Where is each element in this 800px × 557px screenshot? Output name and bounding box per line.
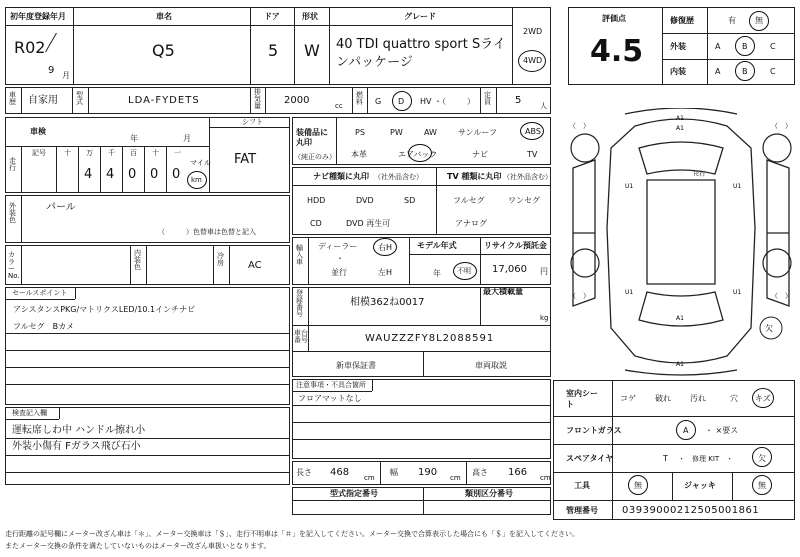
spare-t: T: [663, 454, 668, 463]
inspection-label: 車検: [30, 127, 46, 136]
equip-ps: PS: [355, 128, 365, 137]
recycle-unit: 円: [540, 267, 548, 276]
ac-label: 冷房: [217, 252, 224, 267]
color-no-label: カラーNo.: [8, 251, 20, 280]
vehicle-type: LDA-FYDETS: [128, 95, 200, 106]
disp-label: 排気量: [254, 88, 261, 110]
tv-sublabel: （社外品含む）: [503, 173, 552, 181]
navi-cd: CD: [310, 219, 322, 228]
navi-dvd-play: DVD 再生可: [346, 219, 391, 228]
usage-label: 車歴: [9, 91, 16, 106]
digit-divider: [56, 146, 57, 193]
glass-x: ・ ×要ス: [705, 426, 739, 435]
usage: 自家用: [28, 95, 58, 106]
repair-yes: 有: [728, 16, 736, 25]
jack-none: 無: [758, 481, 766, 490]
grade-line2: ンパッケージ: [336, 55, 413, 70]
repair-label: 修復歴: [670, 16, 694, 25]
digit-place-label: 十: [152, 149, 159, 157]
equipment-label: 装備品に丸印: [296, 128, 328, 148]
jack-label: ジャッキ: [684, 481, 716, 490]
exterior-b: B: [742, 42, 748, 51]
height-unit: cm: [540, 474, 551, 482]
repair-no: 無: [755, 16, 763, 25]
mile-label: マイル: [190, 159, 211, 167]
mark-u1-right-front: U1: [733, 183, 742, 190]
doors: 5: [268, 41, 279, 60]
chassis: WAUZZZFY8L2088591: [365, 333, 495, 344]
roof-outline: [647, 180, 715, 284]
fuel-hv: HV ・（: [420, 97, 447, 106]
height: 166: [508, 467, 528, 478]
inspector-label: 検査記入欄: [12, 409, 47, 417]
fuel-close: ）: [467, 97, 475, 106]
recycle: 17,060: [492, 264, 527, 275]
bracket-rr: （ ）: [771, 292, 792, 300]
ac: AC: [248, 260, 262, 271]
capacity-label: 定員: [484, 91, 491, 106]
mark-u1-left-rear: U1: [625, 289, 634, 296]
mark-u1-right-rear: U1: [733, 289, 742, 296]
bracket-fl: （ ）: [569, 122, 590, 130]
navi-sd: SD: [404, 196, 416, 205]
equip-sunroof: サンルーフ: [458, 128, 497, 137]
new-car-warranty: 新車保証書: [336, 361, 376, 370]
bracket-fr: （ ）: [771, 122, 792, 130]
interior-b: B: [742, 67, 748, 76]
fuel-g: G: [375, 97, 382, 106]
interior-label: 内装: [670, 67, 686, 76]
shift: FAT: [234, 152, 257, 167]
chassis-label: 車台番号: [294, 329, 308, 344]
tv-analog: アナログ: [455, 219, 487, 228]
equipment-sublabel: （純正のみ）: [294, 153, 336, 161]
digit-place-label: 万: [86, 149, 93, 157]
color-change-note: （ ）色替車は色替と記入: [158, 228, 256, 236]
inspector-line2: 外装小傷有 Fガラス飛び石小: [12, 441, 141, 452]
mark-a1-top: A1: [676, 115, 684, 122]
mark-a1-rear: A1: [676, 315, 684, 322]
digit-divider: [122, 146, 123, 193]
model-label: 車名: [156, 12, 172, 21]
height-label: 高さ: [472, 468, 488, 477]
equip-airbag: エアバック: [398, 150, 438, 159]
interior-a: A: [715, 67, 721, 76]
width-label: 幅: [390, 468, 398, 477]
max-load-unit: kg: [540, 314, 549, 322]
tools-label: 工具: [574, 481, 590, 490]
grade-line1: 40 TDI quattro sport Sライ: [336, 37, 506, 52]
exterior-a: A: [715, 42, 721, 51]
max-load-label: 最大積載量: [483, 287, 523, 296]
tv-oneseg: ワンセグ: [508, 196, 540, 205]
footer-line1: 走行距離の記号欄にメーター改ざん車は「＊」、メーター交換車は「＄」、走行不明車は「＃」を記入してください。メーター交換で合算表示した場合にも「＄」を記入してください。: [5, 530, 579, 538]
car-diagram: [565, 108, 797, 378]
model: Q5: [152, 41, 175, 60]
spare-kit: ・ 修理 KIT ・: [678, 455, 734, 463]
seat-hole: 穴: [730, 394, 738, 403]
width: 190: [418, 467, 438, 478]
fuel-label: 燃料: [356, 91, 363, 106]
mgmt-no: 03939000212505001861: [622, 505, 760, 516]
glass-a: A: [683, 426, 689, 435]
seat-scorch: コゲ: [620, 394, 636, 403]
mark-a1-bottom: A1: [676, 361, 684, 368]
windshield-note: ﾄﾋ石: [693, 171, 706, 178]
mileage-digit: 4: [106, 167, 115, 182]
class-label: 類別区分番号: [465, 489, 513, 498]
shape: W: [304, 41, 320, 60]
mark-u1-left-front: U1: [625, 183, 634, 190]
import-parallel: 並行: [331, 268, 347, 277]
sales-point-line2: フルセグ Bカメ: [13, 322, 75, 331]
exterior-label: 外装: [670, 42, 686, 51]
equip-tv: TV: [527, 150, 538, 159]
digit-place-label: 百: [130, 149, 137, 157]
rear-bumper: [625, 370, 737, 375]
equip-leather: 本革: [351, 150, 367, 159]
interior-seat-label: 室内シート: [566, 389, 598, 410]
digit-divider: [166, 146, 167, 193]
length: 468: [330, 467, 350, 478]
front-glass-label: フロントガラス: [566, 426, 622, 435]
grade-label: グレード: [404, 12, 436, 21]
capacity: 5: [515, 95, 522, 106]
inspector-line1: 運転席しわ中 ハンドル擦れ小: [12, 425, 146, 436]
mileage-digit: 0: [172, 167, 181, 182]
mileage-digit: 0: [128, 167, 137, 182]
tools-none: 無: [634, 481, 642, 490]
mark-a1-upper: A1: [676, 125, 684, 132]
vehicle-manual: 車両取説: [475, 361, 507, 370]
type-spec-label: 型式指定番号: [330, 489, 378, 498]
notes-label: 注意事項・不具合箇所: [296, 381, 366, 389]
wheel-front-left: [571, 134, 599, 162]
exterior-c: C: [770, 42, 776, 51]
score-value: 4.5: [590, 34, 644, 69]
bracket-rl: （ ）: [569, 292, 590, 300]
mileage-digit: 4: [84, 167, 93, 182]
footer-line2: またメーター交換の条件を満たしていないものはメーター改ざん車扱いとなります。: [5, 542, 271, 550]
digit-place-label: 千: [108, 149, 115, 157]
reg-year: R02: [14, 38, 46, 57]
width-unit: cm: [450, 474, 461, 482]
tv-fullseg: フルセグ: [453, 196, 485, 205]
digit-place-label: 一: [174, 149, 181, 157]
digit-divider: [144, 146, 145, 193]
import-dot: ・: [336, 254, 344, 263]
door-label: ドア: [264, 12, 280, 21]
reg-month: 9: [48, 65, 55, 76]
import-dealer: ディーラー: [318, 242, 358, 251]
length-unit: cm: [364, 474, 375, 482]
equip-abs: ABS: [525, 127, 541, 136]
reg-year-label: 初年度登録年月: [10, 12, 66, 21]
navi-sublabel: （社外品含む）: [374, 173, 423, 181]
model-year-unit: 年: [433, 269, 441, 278]
score-label: 評価点: [602, 14, 626, 23]
navi-label: ナビ種類に丸印: [313, 172, 369, 181]
model-year-unknown: 不明: [457, 267, 471, 275]
exterior-color: パール: [46, 202, 76, 213]
displacement: 2000: [284, 95, 310, 106]
mileage-sign-label: 記号: [32, 149, 46, 157]
equip-aw: AW: [424, 128, 437, 137]
color-label: 外装色: [9, 202, 16, 224]
type-label: 型式: [76, 91, 83, 106]
digit-divider: [78, 146, 79, 193]
front-bumper: [625, 108, 737, 114]
seat-tear: 破れ: [655, 394, 671, 403]
interior-color-label: 内装色: [134, 249, 141, 271]
inspection-year-unit: 年: [130, 134, 138, 143]
digit-place-label: 十: [64, 149, 71, 157]
mileage-label: 走行: [9, 157, 16, 172]
drive-2wd: 2WD: [523, 27, 543, 36]
mgmt-label: 管理番号: [566, 506, 598, 515]
seat-stain: 汚れ: [690, 394, 706, 403]
recycle-label: リサイクル預託金: [484, 241, 547, 250]
inspection-month-unit: 月: [183, 134, 191, 143]
model-year-label: モデル年式: [417, 241, 457, 250]
capacity-unit: 人: [540, 102, 547, 110]
import-label: 輸入車: [296, 244, 303, 266]
seat-scratch: キズ: [755, 394, 771, 403]
mileage-digit: 0: [150, 167, 159, 182]
drive-4wd: 4WD: [523, 56, 543, 65]
spare-missing: 欠: [758, 454, 766, 463]
interior-c: C: [770, 67, 776, 76]
missing-mark: 欠: [765, 324, 773, 333]
sales-point-label: セールスポイント: [12, 289, 68, 297]
shape-label: 形状: [302, 12, 318, 21]
tv-label: TV 種類に丸印: [447, 172, 502, 181]
navi-hdd: HDD: [307, 196, 326, 205]
length-label: 長さ: [296, 468, 312, 477]
fuel-d: D: [398, 97, 405, 106]
digit-divider: [100, 146, 101, 193]
plate-label: 登録番号: [296, 289, 303, 318]
left-h: 左H: [378, 268, 393, 277]
windshield-outline: [639, 142, 723, 174]
shift-label: シフト: [242, 118, 263, 126]
disp-unit: cc: [335, 102, 343, 110]
spare-tire-label: スペアタイヤ: [566, 454, 614, 463]
sales-point-line1: アシスタンスPKG/マトリクスLED/10.1インチナビ: [13, 305, 196, 314]
right-h: 右H: [378, 243, 393, 252]
km-label: km: [191, 176, 202, 184]
plate: 相模362ね0017: [350, 297, 425, 308]
equip-pw: PW: [390, 128, 403, 137]
navi-dvd: DVD: [356, 196, 374, 205]
reg-month-unit: 月: [62, 71, 70, 80]
wheel-front-right: [763, 134, 791, 162]
equip-navi: ナビ: [472, 150, 488, 159]
notes-text: フロアマットなし: [298, 394, 362, 403]
